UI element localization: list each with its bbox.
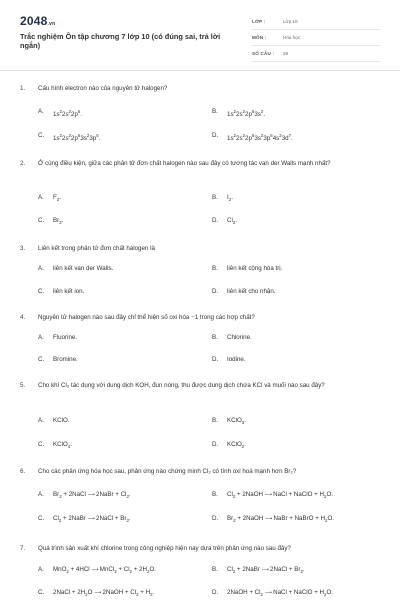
question-number: 1. bbox=[20, 85, 26, 92]
option-letter: A. bbox=[38, 566, 44, 573]
option-formula: $F_2$. bbox=[53, 194, 61, 203]
option-equation: $Br_2$ + 2NaCl ⟶ 2NaBr + $Cl_2$. bbox=[53, 491, 131, 500]
question-1 bbox=[20, 84, 385, 93]
option-letter: B. bbox=[212, 108, 218, 115]
option-formula: $Cl_2$. bbox=[227, 217, 238, 226]
option-letter: D. bbox=[212, 589, 219, 596]
option-letter: A. bbox=[38, 265, 44, 272]
option-letter: A. bbox=[38, 194, 44, 201]
question-text: Cấu hình electron nào của nguyên tử halogen? bbox=[38, 85, 168, 92]
option-letter: B. bbox=[212, 491, 218, 498]
option-text: liên kết cộng hóa trị. bbox=[227, 265, 283, 272]
option-letter: C. bbox=[38, 217, 45, 224]
option-letter: C. bbox=[38, 441, 45, 448]
option-letter: D. bbox=[212, 515, 219, 522]
question-number: 7. bbox=[20, 545, 26, 552]
question-text: Cho khí Cl₂ tác dụng với dung dịch KOH, đun nóng, thu được dung dịch chứa KCl và muối nào sau đây? bbox=[38, 382, 325, 389]
option-text: Iodine. bbox=[227, 356, 246, 363]
option-formula: KClO. bbox=[53, 417, 70, 424]
option-letter: B. bbox=[212, 194, 218, 201]
meta-count-value: 28 bbox=[283, 51, 289, 56]
question-text: Liên kết trong phân tử đơn chất halogen là bbox=[38, 245, 155, 252]
reaction-arrow-icon: ⟶ bbox=[264, 590, 272, 596]
page-title: Trắc nghiệm Ôn tập chương 7 lớp 10 (có đúng sai, trả lời ngắn) bbox=[20, 32, 221, 50]
question-3 bbox=[20, 244, 385, 253]
option-text: Fluorine. bbox=[53, 334, 78, 341]
meta-subject bbox=[252, 30, 380, 46]
option-formula: $Br_2$. bbox=[53, 217, 64, 226]
option-letter: A. bbox=[38, 491, 44, 498]
option-letter: D. bbox=[212, 441, 219, 448]
option-formula: $1s^22s^22p^6$. bbox=[53, 109, 83, 119]
option-letter: D. bbox=[212, 217, 219, 224]
meta-subject-label: MÔN : bbox=[252, 35, 267, 40]
meta-class-value: Lớp 10 bbox=[283, 19, 298, 24]
reaction-arrow-icon: ⟶ bbox=[94, 590, 101, 596]
reaction-arrow-icon: ⟶ bbox=[265, 516, 272, 522]
reaction-arrow-icon: ⟶ bbox=[87, 516, 95, 522]
option-equation: $Cl_2$ + 2NaBr ⟶ 2NaCl + $Br_2$. bbox=[227, 566, 305, 575]
question-text: Nguyên tử halogen nào sau đây chỉ thể hiện số oxi hóa −1 trong các hợp chất? bbox=[38, 314, 255, 321]
option-text: liên kết van der Walls. bbox=[53, 265, 114, 272]
option-letter: D. bbox=[212, 288, 219, 295]
reaction-arrow-icon: ⟶ bbox=[87, 492, 95, 498]
option-letter: C. bbox=[38, 132, 45, 139]
question-5 bbox=[20, 381, 385, 390]
option-formula: KClO$_3$. bbox=[227, 417, 246, 426]
question-7 bbox=[20, 544, 385, 553]
quiz-meta bbox=[252, 14, 380, 62]
meta-question-count bbox=[252, 46, 380, 62]
option-formula: KClO$_2$. bbox=[227, 441, 246, 450]
option-formula: $1s^22s^22p^63s^23p^5$. bbox=[53, 133, 101, 143]
option-letter: C. bbox=[38, 356, 45, 363]
question-text: Cho các phản ứng hóa học sau, phản ứng nào chứng minh Cl₂ có tính oxi hoá mạnh hơn Br₂? bbox=[38, 468, 297, 475]
question-text: Quá trình sản xuất khí chlorine trong công nghiệp hiện nay dựa trên phản ứng nào sau đây? bbox=[38, 545, 291, 552]
option-equation: $Cl_2$ + 2NaOH ⟶ NaCl + NaClO + $H_2O$. bbox=[227, 491, 333, 500]
option-letter: D. bbox=[212, 132, 219, 139]
site-logo[interactable]: 2048.vn bbox=[20, 14, 56, 28]
reaction-arrow-icon: ⟶ bbox=[91, 567, 99, 573]
option-letter: B. bbox=[212, 334, 218, 341]
option-letter: C. bbox=[38, 589, 45, 596]
option-text: liên kết ion. bbox=[53, 288, 85, 295]
meta-count-label: SỐ CÂU : bbox=[252, 51, 275, 56]
meta-subject-value: Hóa học bbox=[283, 35, 301, 40]
option-letter: C. bbox=[38, 288, 45, 295]
option-text: Chlorine. bbox=[227, 334, 252, 341]
question-number: 4. bbox=[20, 314, 26, 321]
option-letter: A. bbox=[38, 417, 44, 424]
option-formula: KClO$_4$. bbox=[53, 441, 72, 450]
option-equation: $Cl_2$ + 2NaBr ⟶ 2NaCl + $Br_2$. bbox=[53, 515, 131, 524]
meta-class bbox=[252, 14, 380, 30]
option-formula: $I_2$. bbox=[227, 194, 233, 203]
option-equation: MnO$_2$ + 4HCl ⟶ MnCl$_2$ + $Cl_2 + 2H_2O$. bbox=[53, 566, 157, 575]
option-letter: A. bbox=[38, 108, 44, 115]
option-formula: $1s^22s^22p^63s^2$. bbox=[227, 109, 266, 119]
option-equation: $Br_2$ + 2NaOH ⟶ NaBr + NaBrO + $H_2O$. bbox=[227, 515, 335, 524]
reaction-arrow-icon: ⟶ bbox=[261, 567, 269, 573]
option-text: Bromine. bbox=[53, 356, 78, 363]
question-number: 2. bbox=[20, 160, 26, 167]
option-equation: 2NaCl + $2H_2O$ ⟶ 2NaOH + $Cl_2 + H_2$. bbox=[53, 589, 155, 598]
question-6 bbox=[20, 467, 385, 476]
question-4 bbox=[20, 313, 385, 322]
option-letter: B. bbox=[212, 417, 218, 424]
option-formula: $1s^22s^22p^63s^23p^64s^23d^7$. bbox=[227, 133, 293, 143]
question-number: 3. bbox=[20, 245, 26, 252]
option-letter: B. bbox=[212, 265, 218, 272]
reaction-arrow-icon: ⟶ bbox=[264, 492, 272, 498]
option-letter: D. bbox=[212, 356, 219, 363]
question-number: 6. bbox=[20, 468, 26, 475]
option-letter: C. bbox=[38, 515, 45, 522]
header bbox=[0, 0, 400, 71]
question-number: 5. bbox=[20, 382, 26, 389]
option-text: liên kết cho nhận. bbox=[227, 288, 276, 295]
option-equation: 2NaOH + $Cl_2$ ⟶ NaCl + NaClO + $H_2O$. bbox=[227, 589, 333, 598]
question-text: Ở cùng điều kiện, giữa các phân tử đơn chất halogen nào sau đây có tương tác van der Walls mạnh nhất? bbox=[38, 160, 331, 167]
option-letter: A. bbox=[38, 334, 44, 341]
meta-class-label: LỚP : bbox=[252, 19, 266, 24]
question-2 bbox=[20, 159, 385, 168]
option-letter: B. bbox=[212, 566, 218, 573]
